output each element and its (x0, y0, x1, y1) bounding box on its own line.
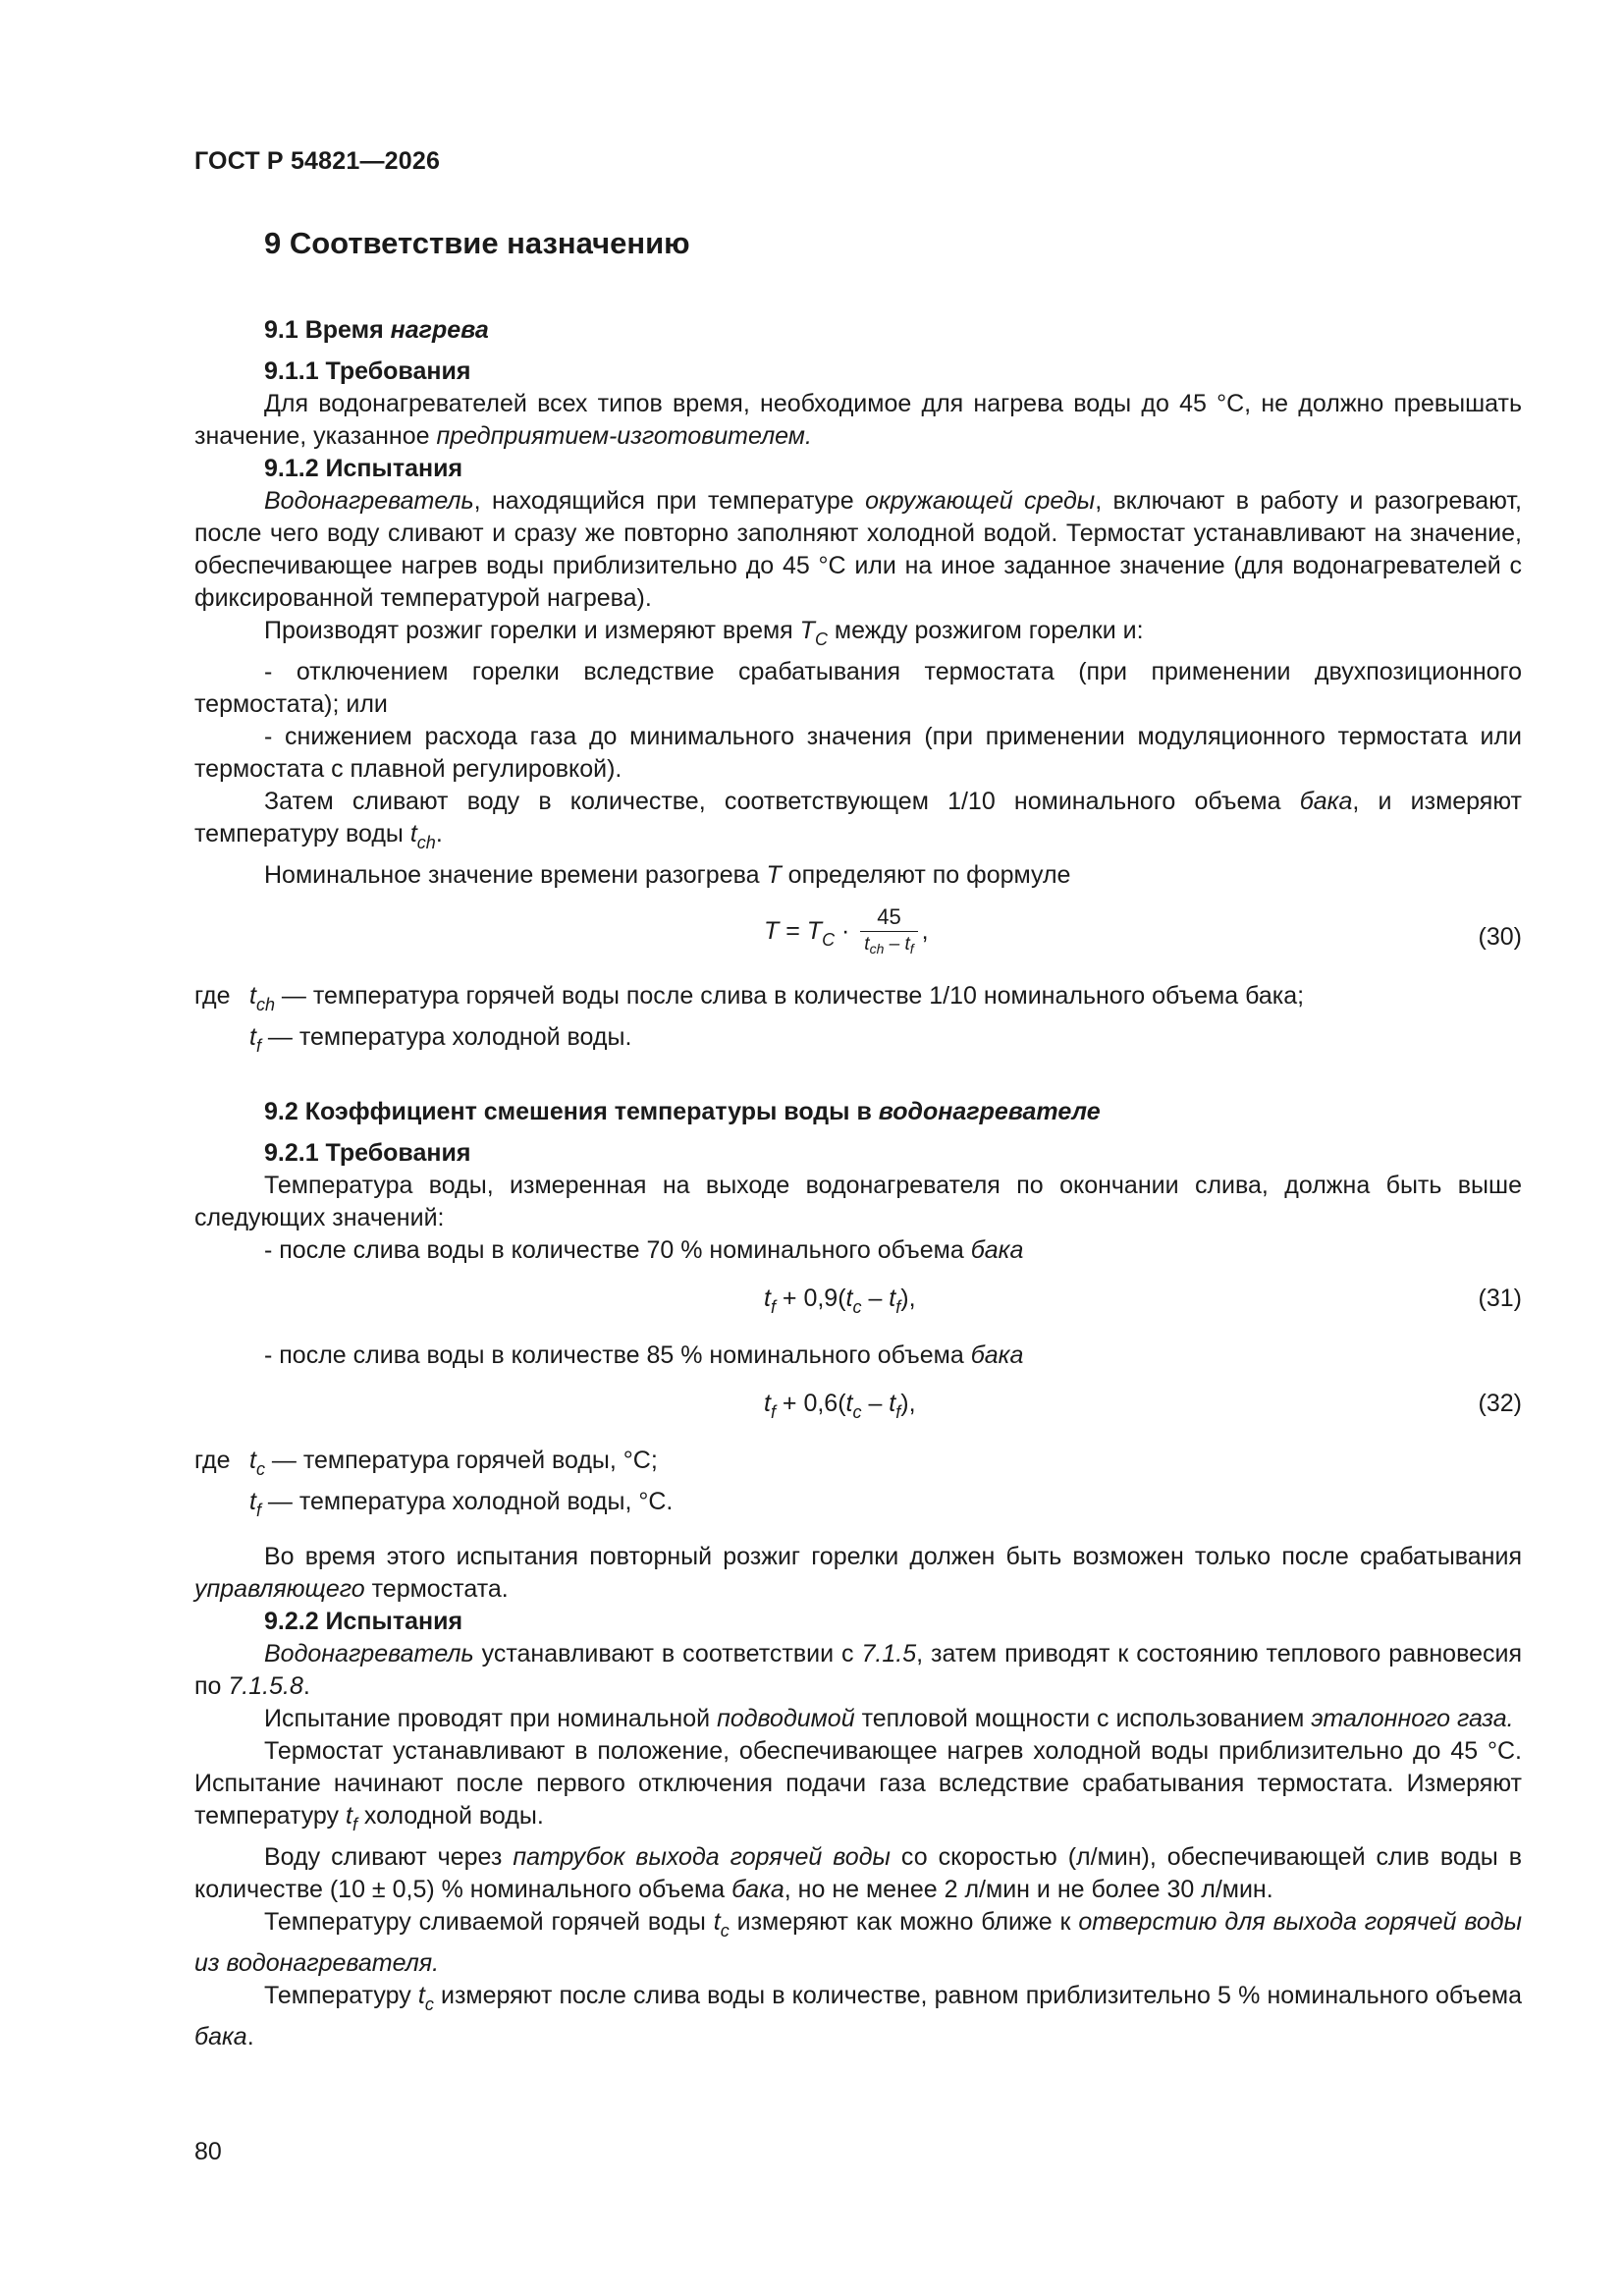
formula-number: (32) (1478, 1390, 1522, 1417)
formula-number: (31) (1478, 1285, 1522, 1312)
paragraph: Термостат устанавливают в положение, обеспечивающее нагрев холодной воды приблизительно до 45 °С. Испытание начинают после первого отключения подачи газа вследствие срабатывания термостата. Измеряют температуру $t_f$ холодной воды. (194, 1737, 1522, 1834)
paragraph: Затем сливают воду в количестве, соответствующем 1/10 номинального объема бака, и измеряют температуру воды $t_{ch}$. (194, 788, 1522, 852)
list-item: - снижением расхода газа до минимального значения (при применении модуляционного термостата или термостата с плавной регулировкой). (194, 723, 1522, 783)
formula-32 (194, 1388, 1522, 1427)
paragraph: Производят розжиг горелки и измеряют время $T_C$ между розжигом горелки и: (264, 617, 1144, 649)
fraction: $\frac{45}{t_{ch} - t_f}$ (860, 903, 917, 961)
paragraph: Испытание проводят при номинальной подводимой тепловой мощности с использованием эталонного газа. (264, 1705, 1514, 1732)
document-id-header: ГОСТ Р 54821—2026 (194, 147, 441, 175)
formula-30 (194, 903, 1522, 974)
paragraph: Температура воды, измеренная на выходе водонагревателя по окончании слива, должна быть выше следующих значений: (194, 1172, 1522, 1231)
page-number: 80 (194, 2138, 222, 2165)
clause-9-2-2-title: 9.2.2 Испытания (264, 1608, 463, 1635)
paragraph: Водонагреватель устанавливают в соответствии с 7.1.5, затем приводят к состоянию теплового равновесия по 7.1.5.8. (194, 1640, 1522, 1700)
formula-legend: где $t_{ch}$ — температура горячей воды после слива в количестве 1/10 номинального объема бака; $t_f$ — температура холодной воды. (194, 982, 1305, 1056)
formula-31 (194, 1283, 1522, 1322)
paragraph: Водонагреватель, находящийся при температуре окружающей среды, включают в работу и разогревают, после чего воду сливают и сразу же повторно заполняют холодной водой. Термостат устанавливают на значение, обеспечивающее нагрев воды приблизительно до 45 °С или на иное заданное значение (для водонагревателей с фиксированной температурой нагрева). (194, 487, 1522, 612)
formula-expression: $T = T_C$ · $\frac{45}{t_{ch} - t_f}$ , (764, 903, 929, 961)
paragraph: Во время этого испытания повторный розжиг горелки должен быть возможен только после срабатывания управляющего термостата. (194, 1543, 1522, 1603)
list-item: - после слива воды в количестве 70 % номинального объема бака (264, 1236, 1024, 1264)
clause-9-2-1-title: 9.2.1 Требования (264, 1139, 471, 1167)
paragraph: Для водонагревателей всех типов время, необходимое для нагрева воды до 45 °С, не должно превышать значение, указанное предприятием-изготовителем. (194, 390, 1522, 450)
paragraph: Воду сливают через патрубок выхода горячей воды со скоростью (л/мин), обеспечивающей слив воды в количестве (10 ± 0,5) % номинального объема бака, но не менее 2 л/мин и не более 30 л/мин. (194, 1843, 1522, 1903)
section-title: 9 Соответствие назначению (264, 226, 690, 260)
paragraph: Номинальное значение времени разогрева T определяют по формуле (264, 861, 1071, 889)
subsection-9-1-title: 9.1 Время нагрева (264, 316, 489, 344)
clause-9-1-2-title: 9.1.2 Испытания (264, 455, 463, 482)
paragraph: Температуру сливаемой горячей воды $t_c$ измеряют как можно ближе к отверстию для выхода горячей воды из водонагревателя. (194, 1908, 1522, 1977)
formula-number: (30) (1478, 923, 1522, 951)
clause-9-1-1-title: 9.1.1 Требования (264, 357, 471, 385)
paragraph: Температуру $t_c$ измеряют после слива воды в количестве, равном приблизительно 5 % номинального объема бака. (194, 1982, 1522, 2050)
subsection-9-2-title: 9.2 Коэффициент смешения температуры воды в водонагревателе (264, 1098, 1101, 1125)
formula-expression: $t_f + 0,9(t_c - t_f)$, (764, 1285, 916, 1317)
formula-expression: $t_f + 0,6(t_c - t_f)$, (764, 1390, 916, 1422)
formula-legend: где $t_c$ — температура горячей воды, °С; $t_f$ — температура холодной воды, °С. (194, 1447, 674, 1520)
list-item: - отключением горелки вследствие срабатывания термостата (при применении двухпозиционного термостата); или (194, 658, 1522, 718)
page-content (194, 224, 1522, 2053)
list-item: - после слива воды в количестве 85 % номинального объема бака (264, 1341, 1024, 1369)
